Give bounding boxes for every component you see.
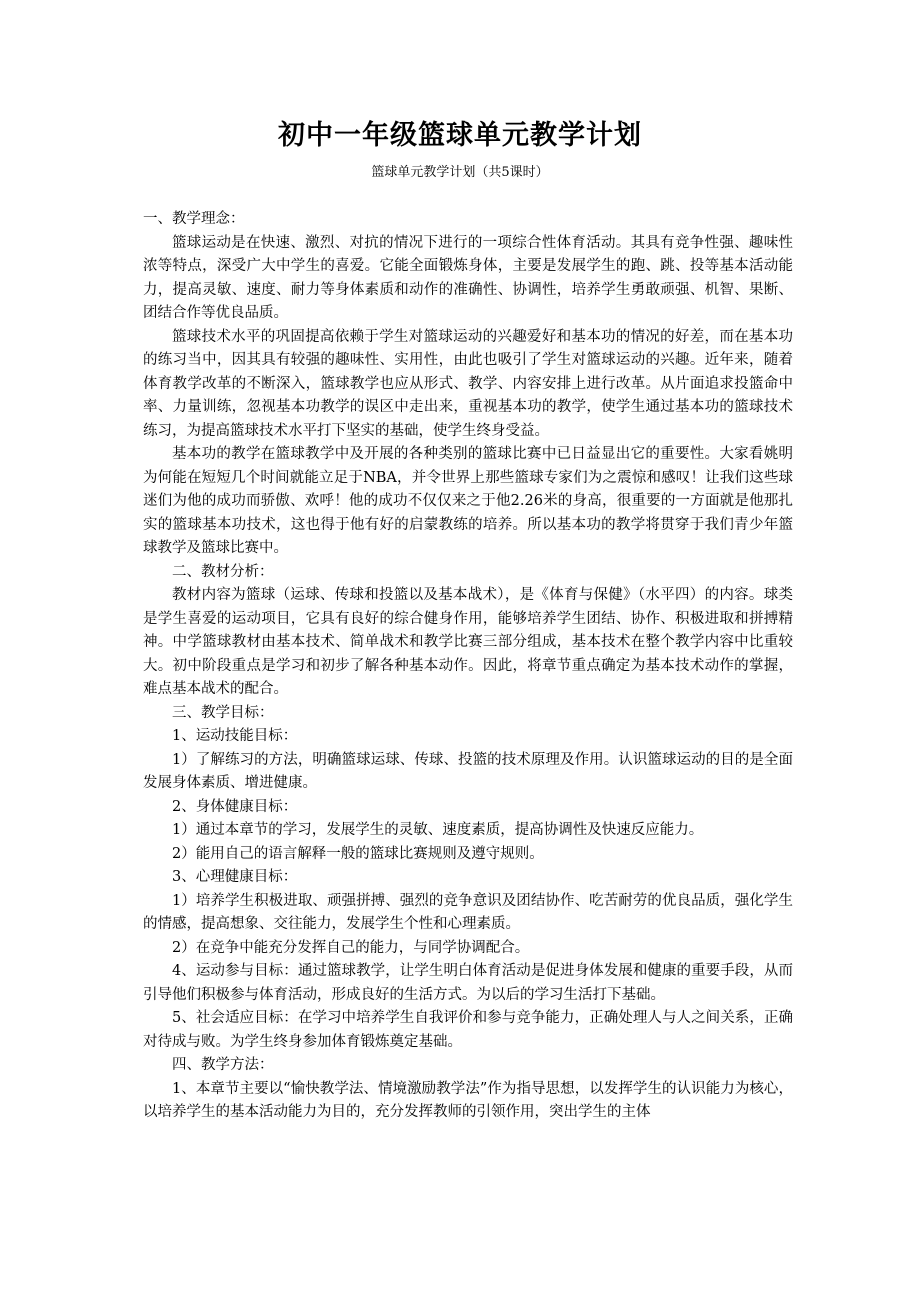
document-title: 初中一年级篮球单元教学计划 [278,120,642,151]
paragraph-teaching-methods: 1、本章节主要以“愉快教学法、情境激励教学法”作为指导思想，以发挥学生的认识能力为核心，以培养学生的基本活动能力为目的，充分发挥教师的引领作用，突出学生的主体 [143,1080,793,1120]
section-heading-teaching-methods: 四、教学方法： [172,1057,274,1073]
paragraph-basketball-intro: 篮球运动是在快速、激烈、对抗的情况下进行的一项综合性体育活动。其具有竞争性强、趣味性浓等特点，深受广大中学生的喜爱。它能全面锻炼身体，主要是发展学生的跑、跳、投等基本活动能力，提高灵敏、速度、耐力等身体素质和动作的准确性、协调性，培养学生勇敢顽强、机智、果断、团结合作等优良品质。 [143,234,793,321]
goal-item: 1）培养学生积极进取、顽强拼搏、强烈的竞争意识及团结协作、吃苦耐劳的优良品质，强化学生的情感，提高想象、交往能力，发展学生个性和心理素质。 [143,892,793,932]
section-heading-teaching-goals: 三、教学目标： [172,704,274,721]
goal-item: 1）通过本章节的学习，发展学生的灵敏、速度素质，提高协调性及快速反应能力。 [172,822,704,838]
document-body [143,208,793,1125]
paragraph-basic-skills: 篮球技术水平的巩固提高依赖于学生对篮球运动的兴趣爱好和基本功的情况的好差，而在基本功的练习当中，因其具有较强的趣味性、实用性，由此也吸引了学生对篮球运动的兴趣。近年来，随着体育教学改革的不断深入，篮球教学也应从形式、教学、内容安排上进行改革。从片面追求投篮命中率、力量训练，忽视基本功教学的误区中走出来，重视基本功的教学，使学生通过基本功的篮球技术练习，为提高篮球技术水平打下坚实的基础，使学生终身受益。 [143,328,793,439]
goal-heading-physical-health: 2、身体健康目标： [172,798,298,815]
goal-participation: 4、运动参与目标：通过篮球教学，让学生明白体育活动是促进身体发展和健康的重要手段，从而引导他们积极参与体育活动，形成良好的生活方式。为以后的学习生活打下基础。 [143,963,793,1003]
goal-item: 1）了解练习的方法，明确篮球运球、传球、投篮的技术原理及作用。认识篮球运动的目的是全面发展身体素质、增进健康。 [143,751,793,791]
goal-social-adaptation: 5、社会适应目标：在学习中培养学生自我评价和参与竞争能力，正确处理人与人之间关系，正确对待成与败。为学生终身参加体育锻炼奠定基础。 [143,1010,793,1050]
section-heading-material-analysis: 二、教材分析： [172,563,274,580]
paragraph-yao-ming: 基本功的教学在篮球教学中及开展的各种类别的篮球比赛中已日益显出它的重要性。大家看姚明为何能在短短几个时间就能立足于NBA，并令世界上那些篮球专家们为之震惊和感叹！让我们这些球迷们为他的成功而骄傲、欢呼！他的成功不仅仅来之于他2.26米的身高，很重要的一方面就是他那扎实的篮球基本功技术，这也得于他有好的启蒙教练的培养。所以基本功的教学将贯穿于我们青少年篮球教学及篮球比赛中。 [143,446,793,556]
goal-item: 2）能用自己的语言解释一般的篮球比赛规则及遵守规则。 [172,845,544,862]
goal-heading-mental-health: 3、心理健康目标： [172,869,298,885]
section-heading-teaching-philosophy: 一、教学理念： [143,211,245,227]
document-subtitle: 篮球单元教学计划（共5课时） [371,165,549,180]
paragraph-material-content: 教材内容为篮球（运球、传球和投篮以及基本战术），是《体育与保健》（水平四）的内容。球类是学生喜爱的运动项目，它具有良好的综合健身作用，能够培养学生团结、协作、积极进取和拼搏精神。中学篮球教材由基本技术、简单战术和教学比赛三部分组成，基本技术在整个教学内容中比重较大。初中阶段重点是学习和初步了解各种基本动作。因此，将章节重点确定为基本技术动作的掌握，难点基本战术的配合。 [143,587,793,697]
goal-item: 2）在竞争中能充分发挥自己的能力，与同学协调配合。 [172,939,530,956]
goal-heading-motor-skills: 1、运动技能目标： [172,728,298,744]
